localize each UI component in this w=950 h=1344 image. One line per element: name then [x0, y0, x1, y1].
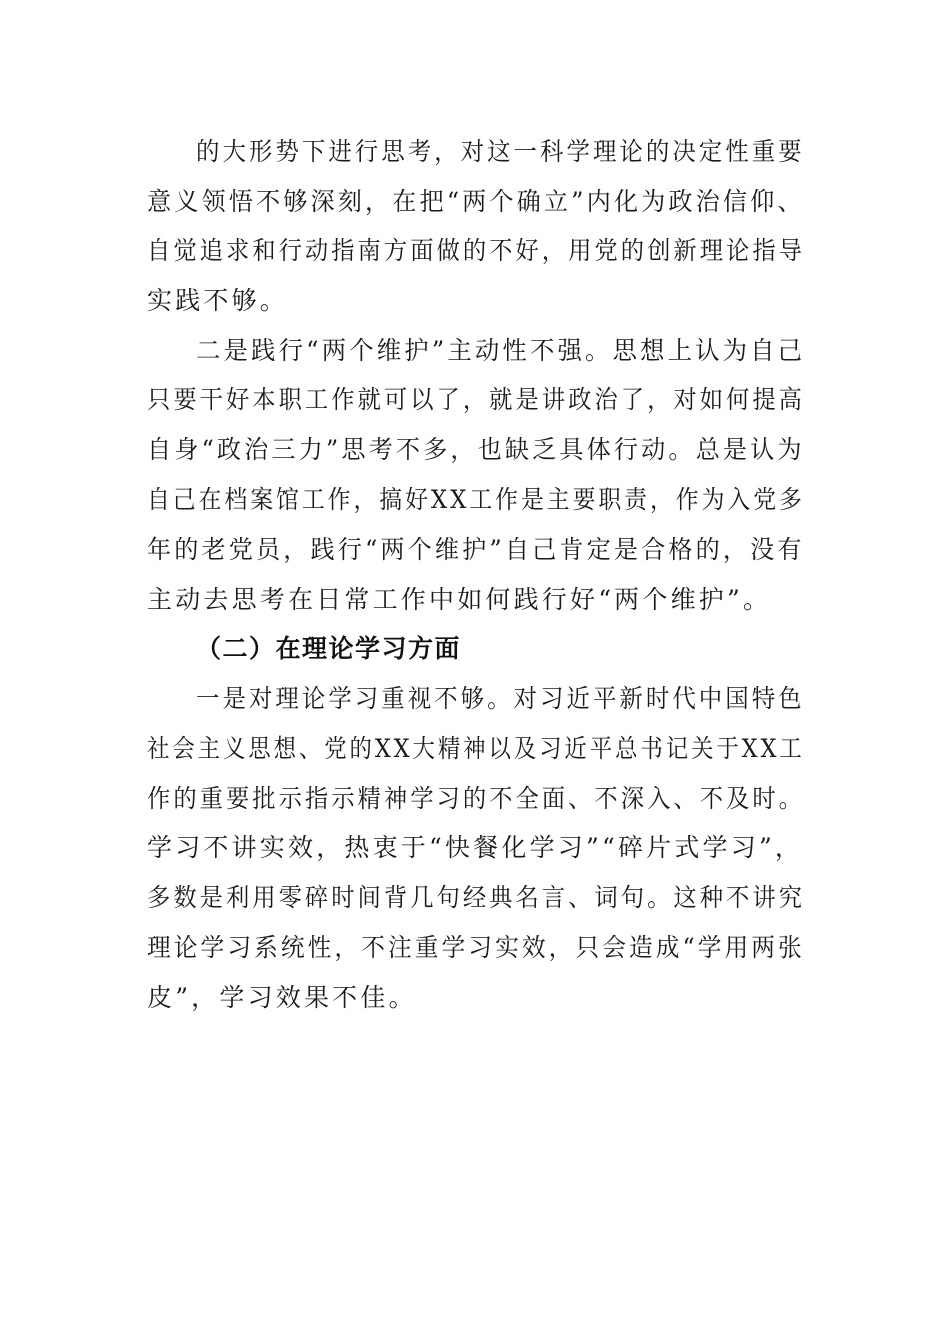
paragraph-line: 主动去思考在日常工作中如何践行好“两个维护”。 [147, 585, 772, 614]
paragraph-line: 皮”，学习效果不佳。 [147, 983, 417, 1012]
paragraph-line: 自己在档案馆工作，搞好XX工作是主要职责，作为入党多 [147, 485, 805, 514]
paragraph-line: 年的老党员，践行“两个维护”自己肯定是合格的，没有 [147, 535, 805, 564]
paragraph-line: 的大形势下进行思考，对这一科学理论的决定性重要 [196, 137, 805, 166]
section-heading: （二）在理论学习方面 [196, 634, 462, 663]
paragraph-line: 学习不讲实效，热衷于“快餐化学习”“碎片式学习”， [147, 833, 804, 862]
paragraph-line: 意义领悟不够深刻，在把“两个确立”内化为政治信仰、 [147, 187, 805, 216]
paragraph-line: 实践不够。 [147, 286, 289, 315]
paragraph-line: 多数是利用零碎时间背几句经典名言、词句。这种不讲究 [147, 883, 805, 912]
paragraph-line: 社会主义思想、党的XX大精神以及习近平总书记关于XX工 [147, 734, 805, 763]
paragraph-line: 作的重要批示指示精神学习的不全面、不深入、不及时。 [147, 784, 805, 813]
paragraph-line: 自觉追求和行动指南方面做的不好，用党的创新理论指导 [147, 236, 805, 265]
paragraph-line: 二是践行“两个维护”主动性不强。思想上认为自己 [196, 336, 806, 365]
paragraph-line: 只要干好本职工作就可以了，就是讲政治了，对如何提高 [147, 385, 805, 414]
paragraph-line: 自身“政治三力”思考不多，也缺乏具体行动。总是认为 [147, 435, 805, 464]
paragraph-line: 一是对理论学习重视不够。对习近平新时代中国特色 [196, 684, 805, 713]
paragraph-line: 理论学习系统性，不注重学习实效，只会造成“学用两张 [147, 933, 805, 962]
